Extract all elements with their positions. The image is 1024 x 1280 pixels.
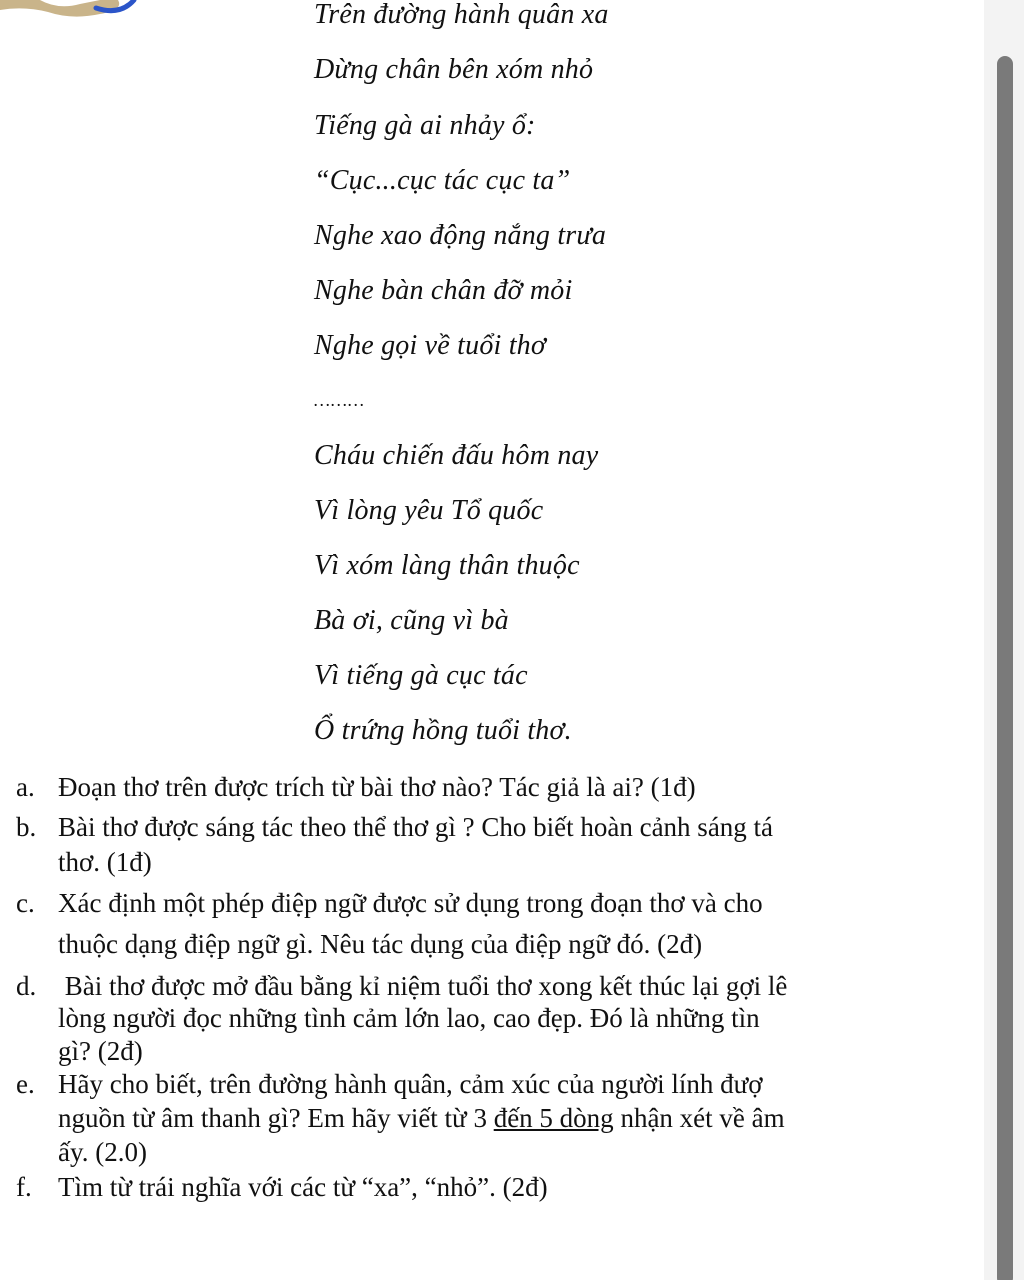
question-f	[16, 1171, 984, 1203]
question-c	[16, 887, 984, 919]
poem-line: Nghe gọi về tuổi thơ	[314, 330, 547, 361]
question-c-continuation: thuộc dạng điệp ngữ gì. Nêu tác dụng của điệp ngữ đó. (2đ)	[58, 929, 703, 959]
question-text: nhận xét về âm	[613, 1103, 785, 1133]
question-text: Đoạn thơ trên được trích từ bài thơ nào? Tác giả là ai? (1đ)	[58, 772, 696, 802]
scrollbar-track[interactable]	[984, 0, 1024, 1280]
question-d-continuation: gì? (2đ)	[58, 1036, 143, 1066]
poem-line: Vì xóm làng thân thuộc	[314, 550, 580, 581]
question-letter: f.	[16, 1172, 32, 1202]
poem-ellipsis: ………	[314, 390, 366, 410]
underlined-text: đến 5 dòng	[493, 1103, 614, 1133]
question-e-continuation: ấy. (2.0)	[58, 1137, 147, 1167]
poem-line: Nghe bàn chân đỡ mỏi	[314, 275, 573, 306]
poem-line: Vì lòng yêu Tổ quốc	[314, 495, 544, 526]
question-e	[16, 1068, 984, 1100]
poem-line: Tiếng gà ai nhảy ổ:	[314, 110, 536, 141]
question-text: nguồn từ âm thanh gì? Em hãy viết từ 3	[58, 1103, 494, 1133]
question-letter: e.	[16, 1069, 35, 1099]
question-letter: d.	[16, 971, 37, 1001]
question-d	[16, 970, 984, 1002]
question-text: Bài thơ được sáng tác theo thể thơ gì ? Cho biết hoàn cảnh sáng tá	[58, 812, 774, 842]
poem-line: Vì tiếng gà cục tác	[314, 660, 528, 691]
question-e-continuation	[58, 1103, 984, 1133]
poem-line: Cháu chiến đấu hôm nay	[314, 440, 599, 471]
question-text: Xác định một phép điệp ngữ được sử dụng trong đoạn thơ và cho	[58, 888, 763, 918]
question-letter: b.	[16, 812, 37, 842]
poem-line: Dừng chân bên xóm nhỏ	[314, 54, 594, 85]
question-d-continuation: lòng người đọc những tình cảm lớn lao, cao đẹp. Đó là những tìn	[58, 1003, 760, 1033]
question-text: Bài thơ được mở đầu bằng kỉ niệm tuổi thơ xong kết thúc lại gợi lê	[58, 971, 788, 1001]
question-text: Tìm từ trái nghĩa với các từ “xa”, “nhỏ”. (2đ)	[58, 1172, 548, 1202]
decorative-corner-image	[0, 0, 140, 22]
poem-line: Trên đường hành quân xa	[314, 0, 609, 30]
question-a	[16, 771, 984, 803]
question-b-continuation: thơ. (1đ)	[58, 847, 152, 877]
question-b	[16, 811, 984, 843]
poem-line: Nghe xao động nắng trưa	[314, 220, 607, 251]
question-letter: c.	[16, 888, 35, 918]
scrollbar-thumb[interactable]	[997, 56, 1013, 1280]
poem-line: “Cục...cục tác cục ta”	[314, 165, 571, 196]
question-text: Hãy cho biết, trên đường hành quân, cảm xúc của người lính đượ	[58, 1069, 763, 1099]
poem-line: Bà ơi, cũng vì bà	[314, 605, 509, 636]
question-letter: a.	[16, 772, 35, 802]
poem-line: Ổ trứng hồng tuổi thơ.	[314, 715, 572, 746]
